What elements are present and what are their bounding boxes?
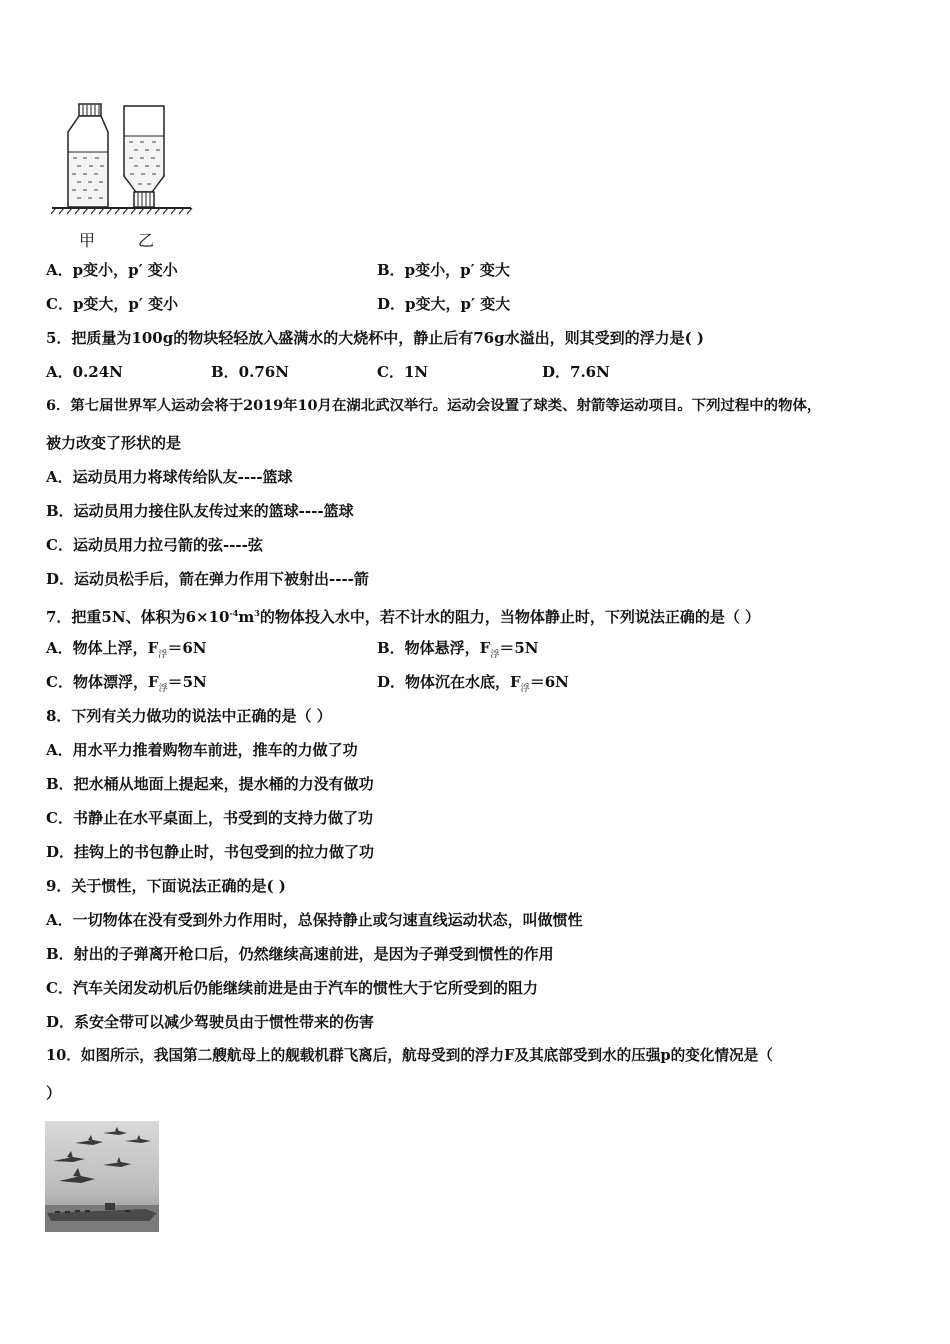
q7-b-value: ＝5N: [499, 639, 539, 657]
q4-option-b: B．p变小，p′ 变大: [377, 261, 510, 279]
q7-option-b: [377, 638, 539, 665]
bottle-label-jia: 甲: [79, 231, 96, 250]
q8-option-d: D．挂钩上的书包静止时，书包受到的拉力做了功: [46, 843, 375, 861]
q9-option-b: B．射出的子弹离开枪口后，仍然继续高速前进，是因为子弹受到惯性的作用: [46, 945, 554, 963]
q6-stem-line1: 6．第七届世界军人运动会将于2019年10月在湖北武汉举行。运动会设置了球类、射箭等运动项目。下列过程中的物体，: [46, 397, 822, 414]
q5-option-a: A．0.24N: [46, 363, 123, 381]
q9-option-c: C．汽车关闭发动机后仍能继续前进是由于汽车的惯性大于它所受到的阻力: [46, 979, 538, 997]
bottles-figure: [46, 100, 196, 250]
q7-stem-part2: m: [238, 608, 255, 626]
q5-option-c: C．1N: [377, 363, 429, 381]
q8-option-b: B．把水桶从地面上提起来，提水桶的力没有做功: [46, 775, 374, 793]
q7-c-text: C．物体漂浮，F: [46, 673, 159, 691]
q7-stem-part1: 7．把重5N、体积为6×10: [46, 608, 230, 626]
q7-stem: [46, 603, 760, 627]
carrier-photo-image: [45, 1121, 159, 1232]
q5-stem: 5．把质量为100g的物块轻轻放入盛满水的大烧杯中，静止后有76g水溢出，则其受到的浮力是( ): [46, 329, 705, 347]
q6-option-d: D．运动员松手后，箭在弹力作用下被射出----箭: [46, 570, 369, 588]
q6-option-c: C．运动员用力拉弓箭的弦----弦: [46, 536, 263, 554]
q7-stem-exponent: -4: [229, 608, 239, 618]
q7-stem-part3: 的物体投入水中，若不计水的阻力，当物体静止时，下列说法正确的是（ ）: [259, 608, 761, 626]
q6-stem-line2: 被力改变了形状的是: [46, 434, 182, 452]
q7-c-value: ＝5N: [167, 673, 207, 691]
q7-stem-exponent2: 3: [254, 608, 260, 618]
q7-option-a: [46, 638, 206, 665]
q7-d-value: ＝6N: [529, 673, 569, 691]
q6-option-a: A．运动员用力将球传给队友----篮球: [46, 468, 293, 486]
q7-b-sub: 浮: [490, 650, 500, 660]
q4-option-a: A．p变小，p′ 变小: [46, 261, 178, 279]
q10-stem-line1: 10．如图所示，我国第二艘航母上的舰载机群飞离后，航母受到的浮力F及其底部受到水的压强p的变化情况是（: [46, 1047, 773, 1064]
q9-stem: 9．关于惯性，下面说法正确的是( ): [46, 877, 286, 895]
q7-option-c: [46, 672, 207, 699]
q6-option-b: B．运动员用力接住队友传过来的篮球----篮球: [46, 502, 354, 520]
q7-a-value: ＝6N: [167, 639, 207, 657]
q7-d-sub: 浮: [520, 684, 530, 694]
q7-b-text: B．物体悬浮，F: [377, 639, 491, 657]
bottle-label-yi: 乙: [138, 231, 155, 250]
carrier-photo: [45, 1121, 159, 1232]
q4-option-d: D．p变大，p′ 变大: [377, 295, 511, 313]
q7-d-text: D．物体沉在水底，F: [377, 673, 521, 691]
q7-option-d: [377, 672, 569, 699]
q9-option-a: A．一切物体在没有受到外力作用时，总保持静止或匀速直线运动状态，叫做惯性: [46, 911, 583, 929]
q5-option-b: B．0.76N: [211, 363, 289, 381]
q7-a-sub: 浮: [158, 650, 168, 660]
q7-c-sub: 浮: [158, 684, 168, 694]
q10-stem-line2: ）: [46, 1084, 62, 1102]
bottles-diagram: [46, 100, 196, 250]
q5-option-d: D．7.6N: [542, 363, 610, 381]
q8-option-a: A．用水平力推着购物车前进，推车的力做了功: [46, 741, 358, 759]
q4-option-c: C．p变大，p′ 变小: [46, 295, 179, 313]
q9-option-d: D．系安全带可以减少驾驶员由于惯性带来的伤害: [46, 1013, 375, 1031]
q8-stem: 8．下列有关力做功的说法中正确的是（ ）: [46, 707, 332, 725]
q8-option-c: C．书静止在水平桌面上，书受到的支持力做了功: [46, 809, 373, 827]
q7-a-text: A．物体上浮，F: [46, 639, 159, 657]
